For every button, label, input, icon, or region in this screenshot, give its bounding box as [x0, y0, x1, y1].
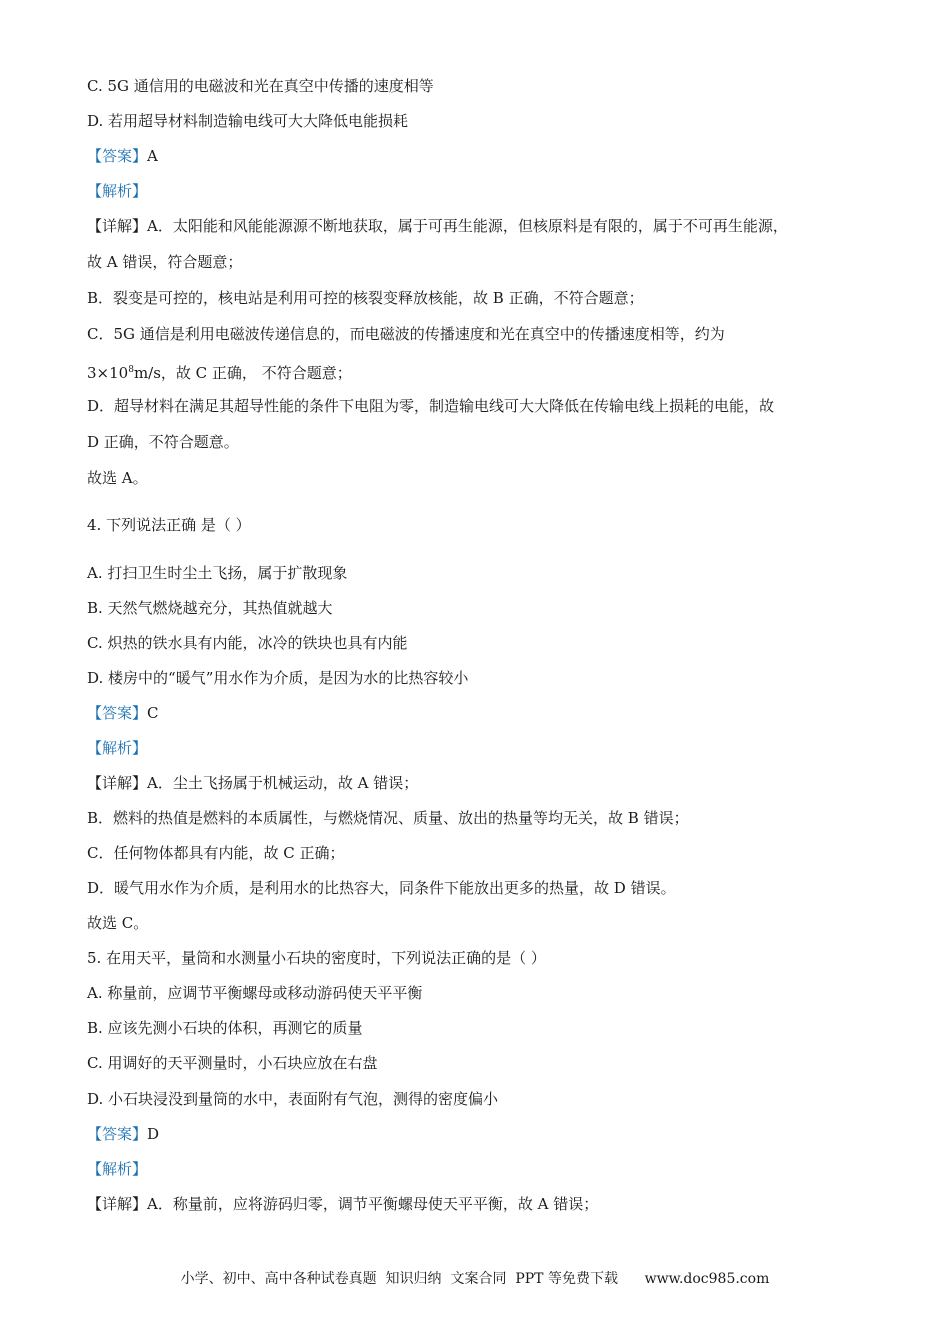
q3-detail-d-line2: D 正确，不符合题意。 — [87, 433, 239, 451]
q3-option-d: D. 若用超导材料制造输电线可大大降低电能损耗 — [87, 112, 409, 130]
detail-tag: 【详解】 — [87, 217, 148, 235]
q3-detail-d-line1: D．超导材料在满足其超导性能的条件下电阻为零，制造输电线可大大降低在传输电线上损耗的电能，故 — [87, 397, 775, 415]
answer-tag: 【答案】 — [87, 704, 148, 722]
q4-option-c: C. 炽热的铁水具有内能，冰冷的铁块也具有内能 — [87, 634, 408, 652]
detail-text: A．称量前，应将游码归零，调节平衡螺母使天平平衡，故 A 错误； — [147, 1195, 599, 1213]
q3-detail-a-line2: 故 A 错误，符合题意； — [87, 253, 243, 271]
q5-stem: 5. 在用天平，量筒和水测量小石块的密度时，下列说法正确的是（ ） — [87, 949, 546, 967]
q4-detail-a — [87, 773, 418, 793]
q3-detail-a-line1 — [87, 216, 788, 236]
q3-detail-c-line2 — [87, 360, 352, 383]
q5-option-b: B. 应该先测小石块的体积，再测它的质量 — [87, 1019, 363, 1037]
speed-rest: m/s，故 C 正确， 不符合题意； — [133, 364, 352, 382]
q4-stem: 4. 下列说法正确 是（ ） — [87, 516, 251, 534]
q4-analysis-tag: 【解析】 — [87, 739, 148, 757]
q4-conclusion: 故选 C。 — [87, 914, 149, 932]
q4-detail-b: B．燃料的热值是燃料的本质属性，与燃烧情况、质量、放出的热量等均无关，故 B 错误； — [87, 809, 689, 827]
detail-tag: 【详解】 — [87, 1195, 148, 1213]
page-footer: 小学、初中、高中各种试卷真题 知识归纳 文案合同 PPT 等免费下载 www.doc985.com — [180, 1271, 770, 1287]
detail-text: A．太阳能和风能能源源不断地获取，属于可再生能源，但核原料是有限的，属于不可再生能源， — [147, 217, 788, 235]
q4-detail-d: D．暖气用水作为介质，是利用水的比热容大，同条件下能放出更多的热量，故 D 错误。 — [87, 879, 676, 897]
speed-exponent: 8 — [128, 365, 134, 375]
q5-answer — [87, 1124, 159, 1144]
q5-option-d: D. 小石块浸没到量筒的水中，表面附有气泡，测得的密度偏小 — [87, 1090, 499, 1108]
q3-option-c: C. 5G 通信用的电磁波和光在真空中传播的速度相等 — [87, 77, 434, 95]
q4-detail-c: C．任何物体都具有内能，故 C 正确； — [87, 844, 345, 862]
detail-tag: 【详解】 — [87, 774, 148, 792]
q3-detail-b: B．裂变是可控的，核电站是利用可控的核裂变释放核能，故 B 正确，不符合题意； — [87, 289, 644, 307]
speed-base: 3×10 — [87, 364, 129, 382]
q5-detail-a — [87, 1194, 598, 1214]
q4-option-d: D. 楼房中的“暖气”用水作为介质，是因为水的比热容较小 — [87, 669, 469, 687]
q5-option-a: A. 称量前，应调节平衡螺母或移动游码使天平平衡 — [87, 984, 423, 1002]
q3-detail-c-line1: C．5G 通信是利用电磁波传递信息的，而电磁波的传播速度和光在真空中的传播速度相等，约为 — [87, 325, 725, 343]
answer-tag: 【答案】 — [87, 1125, 148, 1143]
answer-value: D — [147, 1125, 160, 1143]
q4-option-b: B. 天然气燃烧越充分，其热值就越大 — [87, 599, 333, 617]
answer-value: C — [147, 704, 159, 722]
answer-value: A — [147, 147, 158, 165]
detail-text: A．尘土飞扬属于机械运动，故 A 错误； — [147, 774, 419, 792]
q5-option-c: C. 用调好的天平测量时，小石块应放在右盘 — [87, 1054, 378, 1072]
q3-answer — [87, 146, 158, 166]
q3-conclusion: 故选 A。 — [87, 469, 148, 487]
q4-answer — [87, 703, 159, 723]
q4-option-a: A. 打扫卫生时尘土飞扬，属于扩散现象 — [87, 564, 348, 582]
q5-analysis-tag: 【解析】 — [87, 1160, 148, 1178]
q3-analysis-tag: 【解析】 — [87, 182, 148, 200]
answer-tag: 【答案】 — [87, 147, 148, 165]
